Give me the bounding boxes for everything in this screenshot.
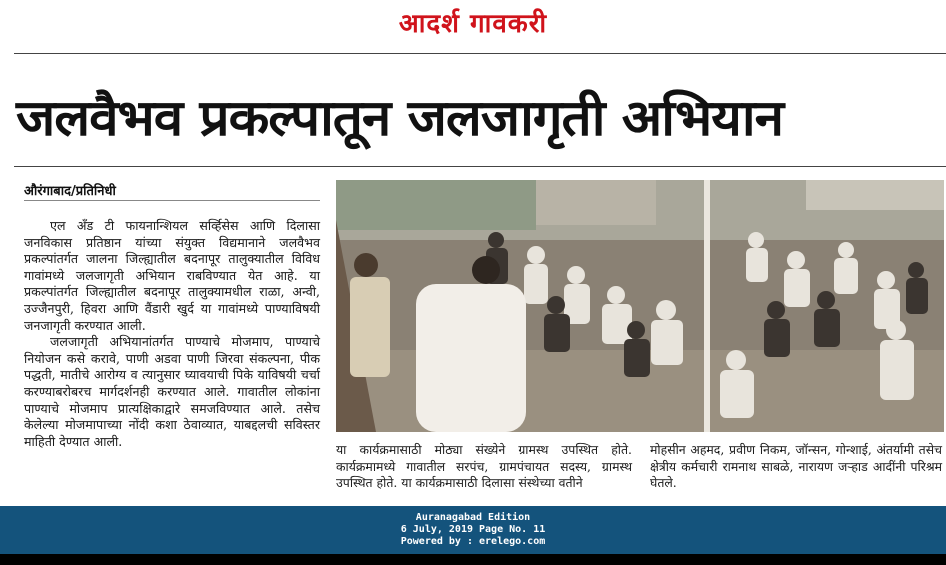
- village-meeting-photo: [336, 180, 944, 432]
- masthead-rule: [14, 53, 946, 54]
- masthead: [0, 0, 946, 44]
- article-headline: जलवैभव प्रकल्पातून जलजागृती अभियान: [16, 89, 783, 147]
- footer-powered-by: Powered by : erelego.com: [400, 536, 546, 547]
- article-column-middle: या कार्यक्रमासाठी मोठ्या संख्येने ग्रामस्थ उपस्थित होते. कार्यक्रमामध्ये गावातील सरपंच, ग्रामपंचायत सदस्य, ग्रामस्थ उपस्थित होते. या कार्यक्रमासाठी दिलासा संस्थेच्या वतीने: [336, 442, 632, 491]
- article-column-right: मोहसीन अहमद, प्रवीण निकम, जॉन्सन, गोन्शाई, अंतर्यामी तसेच क्षेत्रीय कर्मचारी रामनाथ साबळे, नारायण जऱ्हाड आदींनी परिश्रम घेतले.: [650, 442, 942, 491]
- article-paragraph: एल अँड टी फायनान्शियल सर्व्हिसेस आणि दिलासा जनविकास प्रतिष्ठान यांच्या संयुक्त विद्यमानाने जलवैभव प्रकल्पांतर्गत जालना जिल्ह्यातील बदनापूर तालुक्यातील विविध गावांमध्ये जलजागृती अभियान राबविण्यात येत आहे. या प्रकल्पांतर्गत जिल्ह्यातील बदनापूर तालुक्यामधील राळा, अन्वी, उज्जैनपुरी, हिवरा आणि वैंडारी खुर्द या गावांमध्ये पाण्याविषयी जनजागृती करण्यात आली.: [24, 218, 320, 333]
- footer-date-page: 6 July, 2019 Page No. 11: [400, 524, 546, 535]
- footer-edition: Auranagabad Edition: [415, 512, 531, 523]
- article-paragraph: जलजागृती अभियानांतर्गत पाण्याचे मोजमाप, पाण्याचे नियोजन कसे करावे, पाणी अडवा पाणी जिरवा संकल्पना, पीक पद्धती, मातीचे आरोग्य व त्यानुसार घ्यावयाची पिके याविषयी चर्चा करण्याबरोबरच मार्गदर्शनही करण्यात आले. गावातील लोकांना पाण्याचे मोजमाप प्रात्यक्षिकाद्वारे समजविण्यात आले. तसेच केलेल्या मोजमापाच्या नोंदी कशा ठेवाव्यात, याबद्दलची सविस्तर माहिती देण्यात आली.: [24, 334, 320, 449]
- headline-rule: [14, 166, 946, 167]
- article-photo: [336, 180, 944, 432]
- article-column-left: [24, 218, 320, 450]
- dateline-rule: [24, 200, 320, 201]
- bottom-bar: [0, 554, 946, 565]
- masthead-title: आदर्श गावकरी: [398, 9, 548, 39]
- edition-footer: [0, 506, 946, 554]
- article-dateline: औरंगाबाद/प्रतिनिधी: [24, 184, 116, 199]
